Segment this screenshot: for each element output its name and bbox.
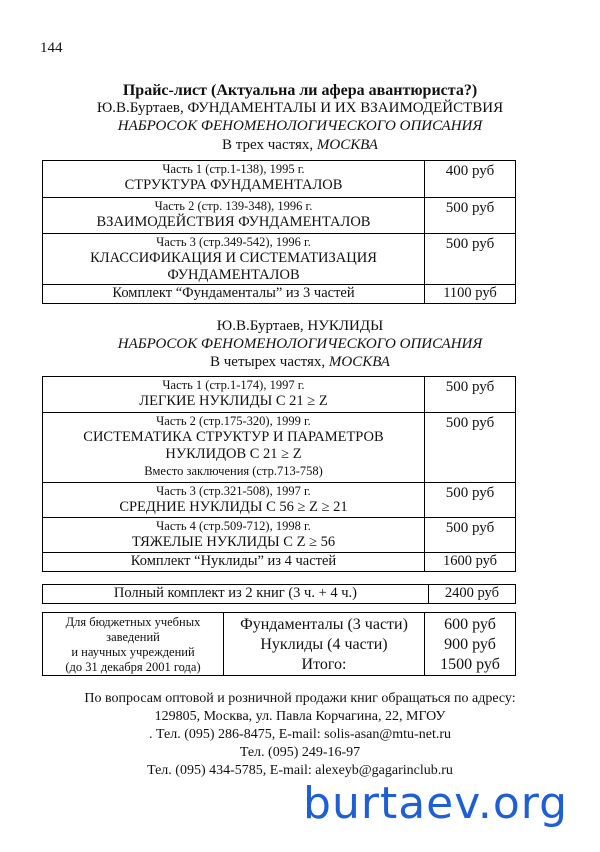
budget-note-line: и научных учреждений: [71, 645, 195, 659]
page-number: 144: [40, 40, 63, 56]
table-row: [43, 377, 516, 413]
part-info: Часть 1 (стр.1-174), 1997 г.: [162, 378, 305, 392]
part-info: Часть 3 (стр.321-508), 1997 г.: [156, 484, 311, 498]
part-info: Часть 2 (стр.175-320), 1999 г.: [156, 414, 311, 428]
budget-table: [42, 612, 516, 676]
table-row: [43, 483, 516, 518]
book1-part2-price: 500 руб: [425, 198, 516, 234]
budget-prices: [425, 613, 516, 676]
full-set-table: [42, 584, 516, 604]
contact-line: По вопросам оптовой и розничной продажи книг обращаться по адресу:: [84, 691, 516, 706]
budget-item-label: Итого:: [301, 656, 347, 673]
budget-item-price: 1500 руб: [440, 656, 500, 673]
part-info: Часть 1 (стр.1-138), 1995 г.: [162, 162, 305, 176]
book1-part3-desc: [43, 234, 425, 285]
book2-parts-line: [0, 354, 600, 371]
table-row: [43, 198, 516, 234]
part-title: ЛЕГКИЕ НУКЛИДЫ С 21 ≥ Z: [139, 393, 328, 409]
contact-phone-2: Тел. (095) 249-16-97: [239, 745, 361, 760]
table-row: [43, 553, 516, 572]
book1-subtitle: НАБРОСОК ФЕНОМЕНОЛОГИЧЕСКОГО ОПИСАНИЯ: [117, 118, 483, 134]
table-row: [43, 413, 516, 483]
budget-note-line: заведений: [106, 630, 160, 644]
book2-price-table: [42, 376, 516, 572]
book2-part1-price: 500 руб: [425, 377, 516, 413]
book1-parts-prefix: В трех частях,: [222, 137, 317, 153]
book2-part3-desc: [43, 483, 425, 518]
table-row: [43, 518, 516, 553]
budget-item-price: 600 руб: [444, 616, 496, 633]
part-title: ВЗАИМОДЕЙСТВИЯ ФУНДАМЕНТАЛОВ: [96, 214, 371, 230]
part-title: КЛАССИФИКАЦИЯ И СИСТЕМАТИЗАЦИЯ: [90, 250, 377, 266]
part-title: СТРУКТУРА ФУНДАМЕНТАЛОВ: [124, 177, 343, 193]
book1-part1-price: 400 руб: [425, 161, 516, 198]
part-title-cont: НУКЛИДОВ С 21 ≥ Z: [165, 446, 302, 462]
book1-price-table: [42, 160, 516, 304]
budget-item-price: 900 руб: [444, 636, 496, 653]
budget-item-label: Нуклиды (4 части): [260, 636, 388, 653]
book2-city: МОСКВА: [328, 354, 390, 370]
table-row: [43, 234, 516, 285]
part-title: ТЯЖЕЛЫЕ НУКЛИДЫ С Z ≥ 56: [131, 534, 336, 550]
table-row: [43, 161, 516, 198]
part-title: СРЕДНИЕ НУКЛИДЫ С 56 ≥ Z ≥ 21: [119, 499, 348, 515]
book1-part3-price: 500 руб: [425, 234, 516, 285]
part-title: СИСТЕМАТИКА СТРУКТУР И ПАРАМЕТРОВ: [83, 429, 384, 445]
table-row: [43, 585, 516, 604]
book2-set-label: Комплект “Нуклиды” из 4 частей: [43, 553, 425, 572]
budget-item-label: Фундаменталы (3 части): [240, 616, 408, 633]
full-set-price: 2400 руб: [428, 585, 515, 604]
book2-part4-price: 500 руб: [425, 518, 516, 553]
contact-phone-email-3: Тел. (095) 434-5785, E-mail: alexeyb@gagarinclub.ru: [147, 763, 453, 778]
contact-address: 129805, Москва, ул. Павла Корчагина, 22, МГОУ: [154, 709, 446, 724]
book1-city: МОСКВА: [316, 137, 378, 153]
budget-items: [224, 613, 425, 676]
book2-parts-prefix: В четырех частях,: [210, 354, 329, 370]
book2-part2-price: 500 руб: [425, 413, 516, 483]
page-title: Прайс-лист (Актуальна ли афера авантюриста?): [122, 82, 478, 99]
book1-part2-desc: [43, 198, 425, 234]
part-title-cont: ФУНДАМЕНТАЛОВ: [167, 267, 300, 283]
part-info: Часть 3 (стр.349-542), 1996 г.: [156, 235, 311, 249]
part-info: Часть 2 (стр. 139-348), 1996 г.: [154, 199, 313, 213]
book1-parts-line: [0, 137, 600, 154]
book2-part4-desc: [43, 518, 425, 553]
budget-note-line: Для бюджетных учебных: [65, 615, 201, 629]
part-note: Вместо заключения (стр.713-758): [144, 464, 323, 478]
book2-part3-price: 500 руб: [425, 483, 516, 518]
book2-part1-desc: [43, 377, 425, 413]
book2-set-price: 1600 руб: [425, 553, 516, 572]
book2-author-title: Ю.В.Буртаев, НУКЛИДЫ: [216, 318, 384, 334]
book1-author-title: Ю.В.Буртаев, ФУНДАМЕНТАЛЫ И ИХ ВЗАИМОДЕЙСТВИЯ: [96, 100, 504, 116]
book2-part2-desc: [43, 413, 425, 483]
site-watermark: burtaev.org: [303, 778, 568, 829]
book1-part1-desc: [43, 161, 425, 198]
book1-set-price: 1100 руб: [425, 285, 516, 304]
budget-note-line: (до 31 декабря 2001 года): [65, 660, 201, 674]
contact-phone-email-1: . Тел. (095) 286-8475, E-mail: solis-asan@mtu-net.ru: [148, 727, 451, 742]
table-row: [43, 613, 516, 676]
full-set-label: Полный комплект из 2 книг (3 ч. + 4 ч.): [43, 585, 429, 604]
part-info: Часть 4 (стр.509-712), 1998 г.: [156, 519, 311, 533]
table-row: [43, 285, 516, 304]
book2-subtitle: НАБРОСОК ФЕНОМЕНОЛОГИЧЕСКОГО ОПИСАНИЯ: [117, 336, 483, 352]
budget-note: [43, 613, 224, 676]
book1-set-label: Комплект “Фундаменталы” из 3 частей: [43, 285, 425, 304]
